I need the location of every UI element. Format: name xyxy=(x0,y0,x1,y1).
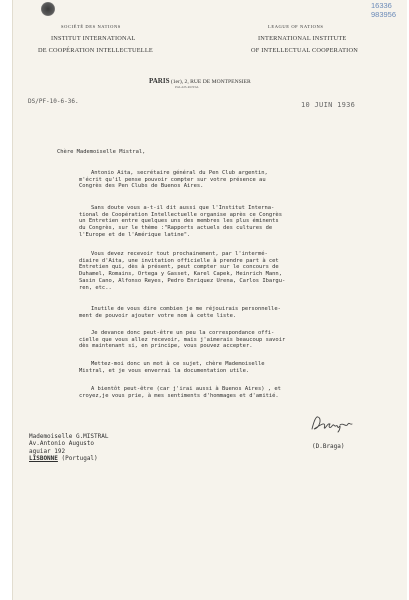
text-line: un Entretien entre quelques uns des membres les plus éminents xyxy=(79,218,279,225)
paragraph-5 xyxy=(79,330,409,350)
letterhead-right-line2: OF INTELLECTUAL COOPERATION xyxy=(251,47,358,54)
ink-stain xyxy=(41,2,55,16)
letterhead-address xyxy=(149,77,251,89)
paragraph-3 xyxy=(79,251,409,291)
text-line: cielle que vous allez recevoir, mais j'aimerais beaucoup savoir xyxy=(79,336,286,343)
reference-number: DS/PF-10-6-36. xyxy=(28,98,79,105)
text-line: Antonio Aita, secrétaire général du Pen Club argentin, xyxy=(91,170,268,176)
signature-name: (D.Braga) xyxy=(312,443,345,450)
text-line: tional de Coopération Intellectuelle organise après ce Congrès xyxy=(79,211,282,218)
recipient-name: Mademoiselle G.MISTRAL xyxy=(29,433,109,440)
text-line: Mettez-moi donc un mot à ce sujet, chère Mademoiselle xyxy=(91,361,265,367)
text-line: Mistral, et je vous enverrai la documentation utile. xyxy=(79,367,250,374)
address-street: (1er), 2, RUE DE MONTPENSIER xyxy=(170,79,251,85)
letterhead-right-line1: INTERNATIONAL INSTITUTE xyxy=(258,35,347,42)
recipient-street: Av.Antonio Augusto xyxy=(29,440,95,448)
text-line: Congrès des Pen Clubs de Buenos Aires. xyxy=(79,183,204,190)
paragraph-6 xyxy=(79,361,409,374)
text-line: ment de pouvoir ajouter votre nom à cette liste. xyxy=(79,312,237,319)
handwritten-signature xyxy=(310,413,358,433)
text-line: diaire d'Aita, une invitation officielle à prendre part à cet xyxy=(79,257,279,264)
text-line: dès maintenant si, en principe, vous pouvez accepter. xyxy=(79,343,253,350)
archive-number-line2: 983956 xyxy=(371,9,397,19)
address-city: PARIS xyxy=(149,77,170,85)
paragraph-1 xyxy=(79,170,409,190)
address-note: PALAIS-ROYAL xyxy=(175,85,199,89)
recipient-city: LISBONNE xyxy=(29,455,58,463)
text-line: m'écrit qu'il pense pouvoir compter sur votre présence au xyxy=(79,176,266,183)
letterhead-left-line1: INSTITUT INTERNATIONAL xyxy=(51,35,136,42)
archive-number xyxy=(371,2,396,19)
text-line: Sans doute vous a-t-il dit aussi que l'Institut Interna- xyxy=(91,205,275,211)
archive-number-line1: 16336 xyxy=(371,1,392,10)
text-line: l'Europe et de l'Amérique latine". xyxy=(79,231,191,238)
text-line: Vous devez recevoir tout prochainement, par l'intermé- xyxy=(91,251,268,257)
salutation: Chère Mademoiselle Mistral, xyxy=(57,149,146,155)
letterhead-org-fr: SOCIÉTÉ DES NATIONS xyxy=(61,24,121,29)
letter-sheet xyxy=(12,0,407,600)
text-line: croyez,je vous prie, à mes sentiments d'hommages et d'amitié. xyxy=(79,392,279,399)
paragraph-4 xyxy=(79,306,409,319)
text-line: ren, etc.. xyxy=(79,284,112,291)
text-line: A bientôt peut-être (car j'irai aussi à Buenos Aires) , et xyxy=(91,386,281,392)
paragraph-7 xyxy=(79,386,409,399)
letterhead-left-line2: DE COOPÉRATION INTELLECTUELLE xyxy=(38,47,153,54)
text-line: Duhamel, Romains, Ortega y Gasset, Karel Capek, Heinrich Mann, xyxy=(79,271,282,278)
text-line: Sasin Cano, Alfonso Reyes, Pedro Enriquez Urena, Carlos Ibargu- xyxy=(79,277,286,284)
date-stamp: 10 JUIN 1936 xyxy=(301,101,356,109)
text-line: Je devance donc peut-être un peu la correspondance offi- xyxy=(91,330,275,336)
recipient-country: (Portugal) xyxy=(61,455,98,463)
paragraph-2 xyxy=(79,205,409,239)
recipient-address xyxy=(29,433,108,463)
text-line: du Congrès, sur le thème :"Rapports actuels des cultures de xyxy=(79,225,273,232)
text-line: Entretien qui, dès à présent, peut compter sur le concours de xyxy=(79,264,279,271)
letterhead-org-en: LEAGUE OF NATIONS xyxy=(268,24,324,29)
recipient-number: aguiar 192 xyxy=(29,447,66,455)
text-line: Inutile de vous dire combien je me réjouirais personnelle- xyxy=(91,306,281,312)
